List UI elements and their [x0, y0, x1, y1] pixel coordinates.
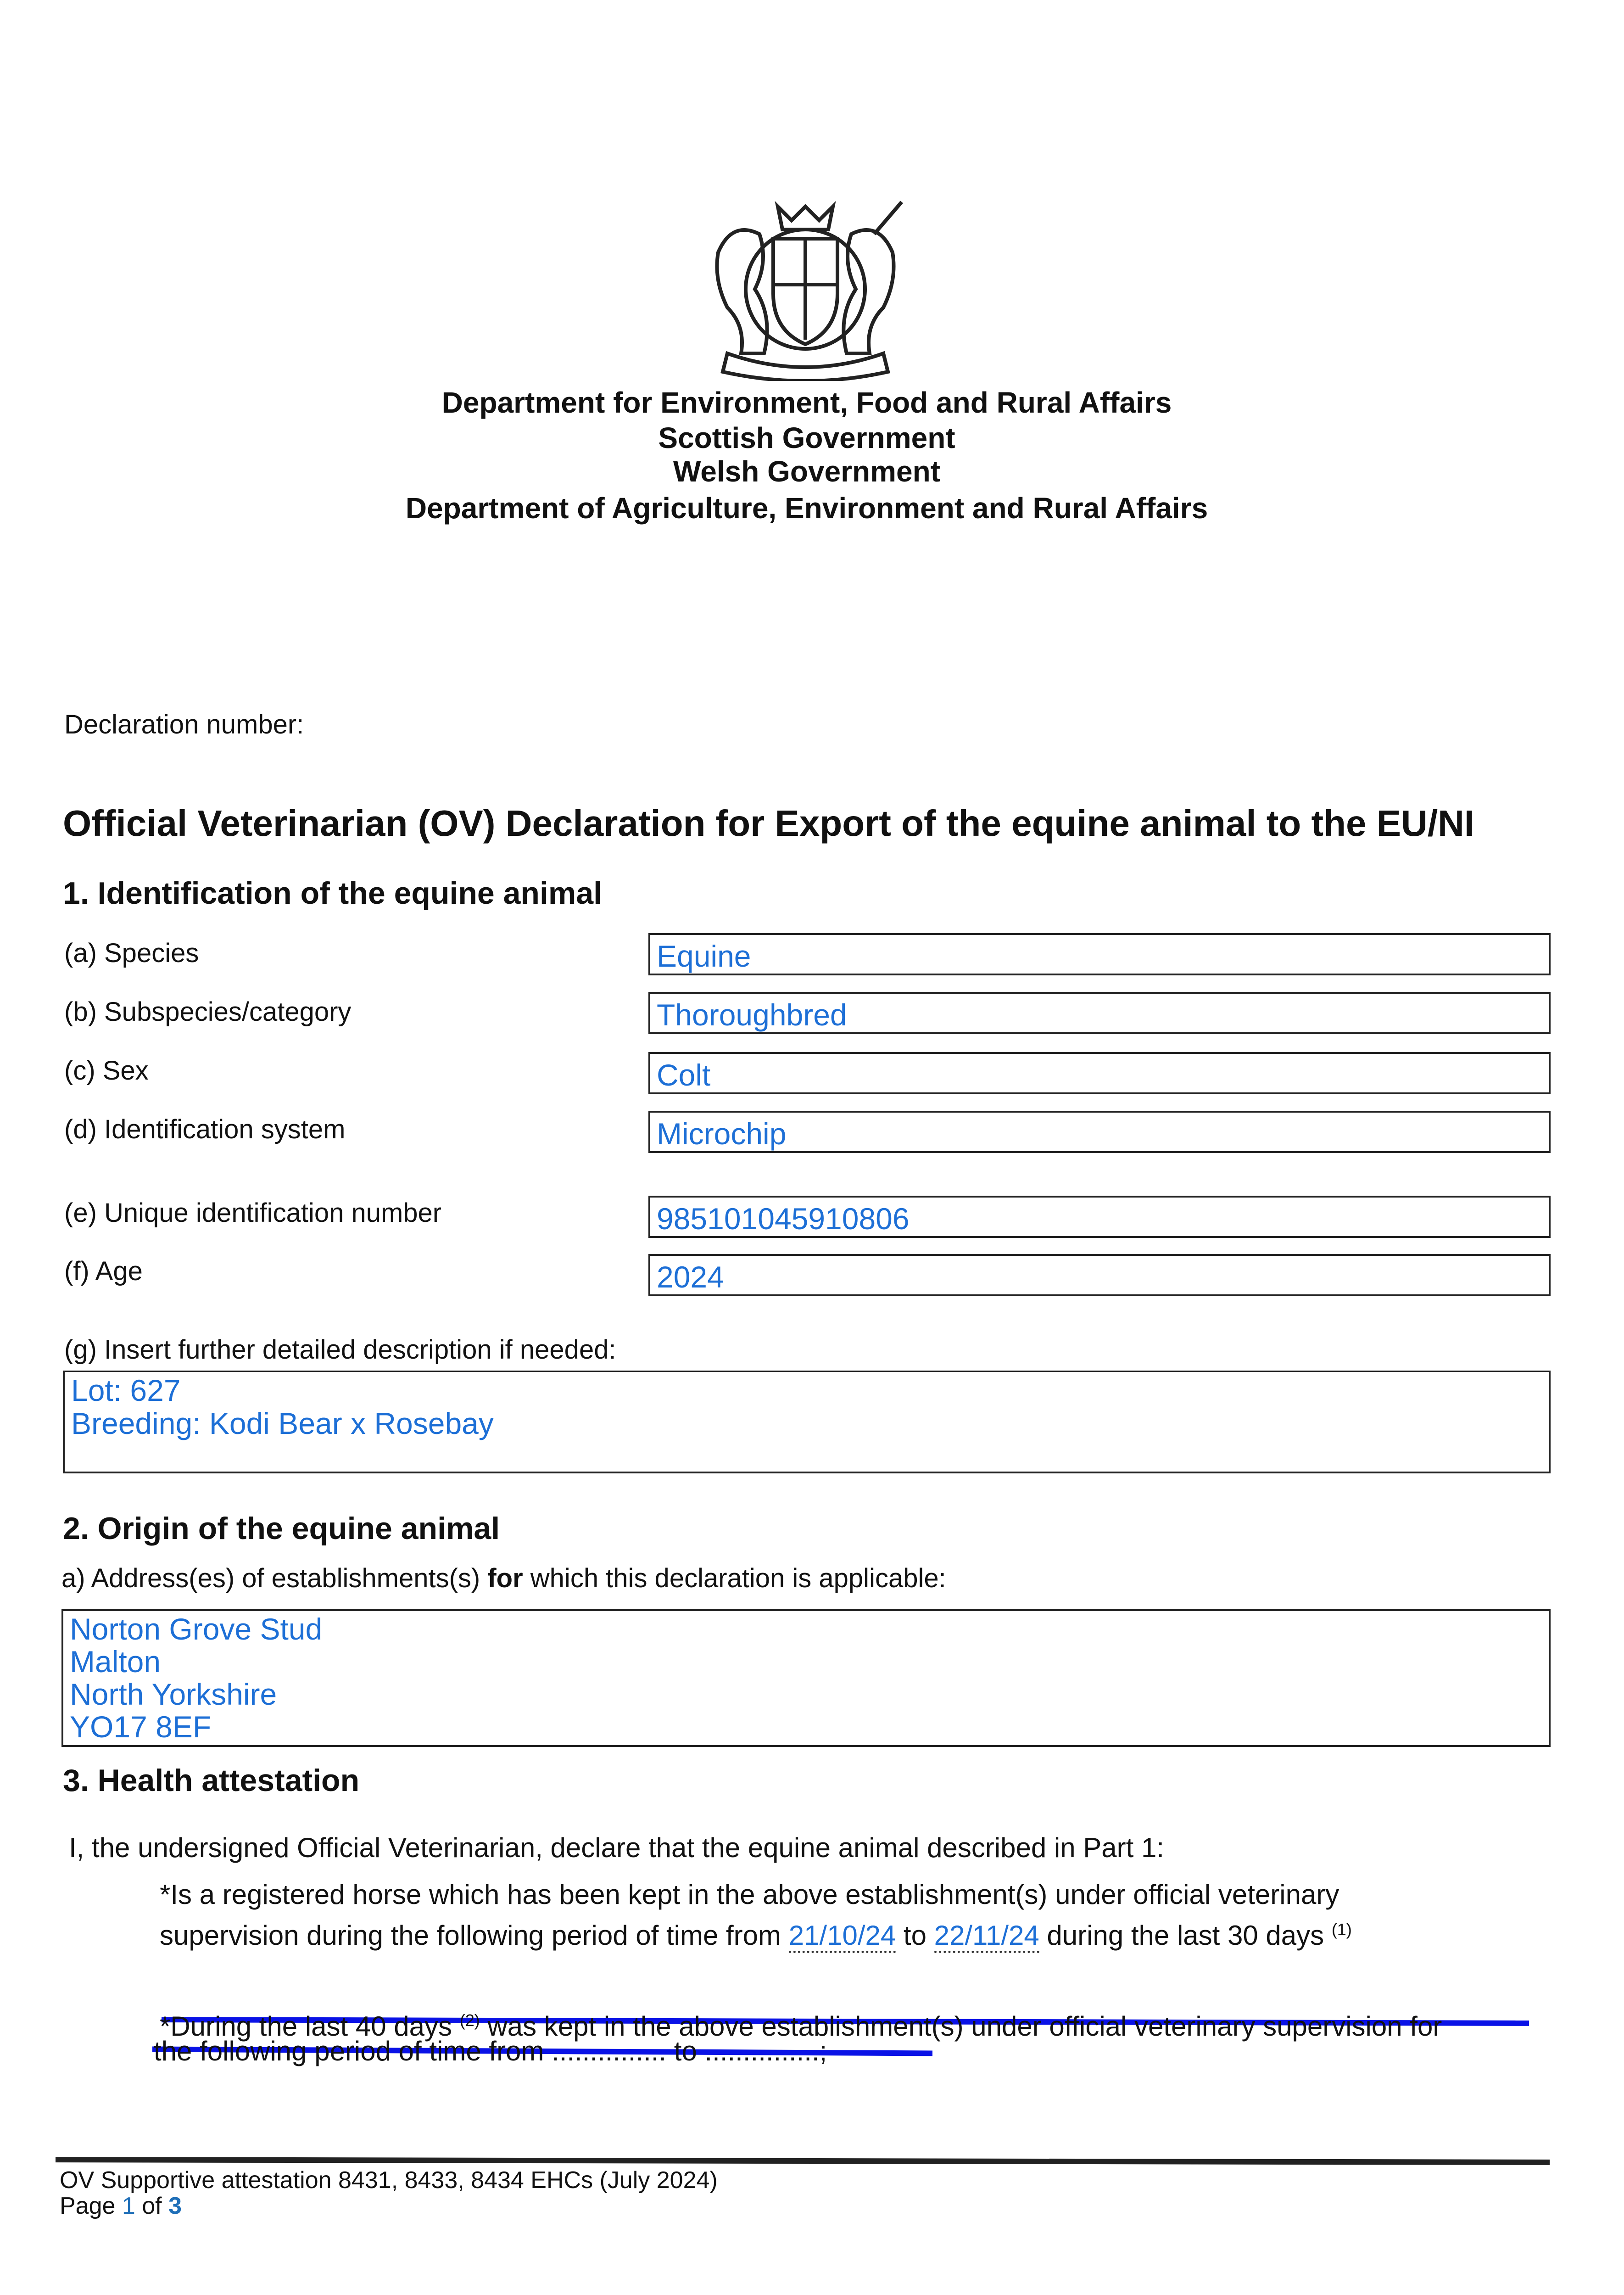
date-from-value[interactable]: 21/10/24 — [789, 1920, 896, 1953]
clause-text: to — [896, 1920, 934, 1951]
sex-label: (c) Sex — [64, 1056, 149, 1086]
unique-id-field[interactable] — [648, 1196, 1551, 1238]
identification-system-field[interactable] — [648, 1111, 1551, 1153]
document-title: Official Veterinarian (OV) Declaration for Export of the equine animal to the EU/NI — [63, 803, 1475, 844]
royal-coat-of-arms-logo — [700, 197, 911, 381]
page-indicator — [60, 2192, 182, 2220]
age-label: (f) Age — [64, 1256, 143, 1286]
clause-text: during the last 30 days — [1039, 1920, 1332, 1951]
department-name: Welsh Government — [673, 455, 941, 488]
of-word: of — [135, 2193, 169, 2219]
department-name: Department for Environment, Food and Rural Affairs — [441, 386, 1172, 419]
address-label — [61, 1562, 946, 1595]
address-line: YO17 8EF — [70, 1710, 212, 1744]
age-field[interactable] — [648, 1254, 1551, 1296]
address-line: North Yorkshire — [70, 1677, 277, 1711]
department-name: Department of Agriculture, Environment and Rural Affairs — [405, 492, 1208, 525]
section2-heading: 2. Origin of the equine animal — [63, 1511, 500, 1546]
footnote-ref: (2) — [459, 2011, 480, 2030]
clause-text: was kept in the above establishment(s) under official veterinary supervision for — [480, 2011, 1442, 2042]
sex-value: Colt — [657, 1058, 711, 1092]
species-value: Equine — [657, 939, 751, 973]
address-label-text: a) Address(es) of establishments(s) — [61, 1563, 488, 1593]
description-line: Lot: 627 — [71, 1373, 181, 1407]
attestation-intro: I, the undersigned Official Veterinarian, declare that the equine animal described in Part 1: — [69, 1832, 1165, 1863]
species-field[interactable] — [648, 933, 1551, 975]
clause-text: *During the last 40 days — [160, 2011, 460, 2042]
sex-field[interactable] — [648, 1052, 1551, 1094]
subspecies-value: Thoroughbred — [657, 998, 847, 1032]
department-name: Scottish Government — [658, 421, 955, 454]
age-value: 2024 — [657, 1260, 724, 1294]
declaration-number-label: Declaration number: — [64, 710, 304, 739]
clause1-line2 — [160, 1913, 1352, 1952]
subspecies-field[interactable] — [648, 992, 1551, 1034]
footer-rule — [56, 2157, 1550, 2165]
section3-heading: 3. Health attestation — [63, 1763, 360, 1798]
address-line: Norton Grove Stud — [70, 1612, 323, 1646]
clause-text: supervision during the following period of time from — [160, 1920, 789, 1951]
footnote-ref: (1) — [1331, 1920, 1352, 1939]
subspecies-label: (b) Subspecies/category — [64, 997, 352, 1027]
page-current: 1 — [122, 2193, 135, 2219]
address-label-bold: for — [487, 1563, 523, 1593]
clause2-line2: the following period of time from ............... to ...............; — [154, 2036, 827, 2066]
unique-id-value: 985101045910806 — [657, 1202, 910, 1236]
species-label: (a) Species — [64, 938, 199, 968]
address-line: Malton — [70, 1645, 161, 1679]
identification-system-label: (d) Identification system — [64, 1114, 346, 1144]
footer-doc-ref: OV Supportive attestation 8431, 8433, 8434 EHCs (July 2024) — [60, 2167, 718, 2194]
description-field[interactable] — [63, 1371, 1551, 1473]
page-word: Page — [60, 2193, 122, 2219]
date-to-value[interactable]: 22/11/24 — [934, 1920, 1039, 1953]
section1-heading: 1. Identification of the equine animal — [63, 876, 603, 911]
address-label-text: which this declaration is applicable: — [523, 1563, 946, 1593]
clause1-line1: *Is a registered horse which has been kept in the above establishment(s) under official veterinary — [160, 1879, 1339, 1910]
page-total: 3 — [168, 2193, 182, 2219]
address-field[interactable] — [61, 1609, 1551, 1747]
unique-id-label: (e) Unique identification number — [64, 1198, 442, 1228]
description-line: Breeding: Kodi Bear x Rosebay — [71, 1406, 494, 1440]
identification-system-value: Microchip — [657, 1117, 787, 1151]
description-label: (g) Insert further detailed description if needed: — [64, 1335, 616, 1365]
